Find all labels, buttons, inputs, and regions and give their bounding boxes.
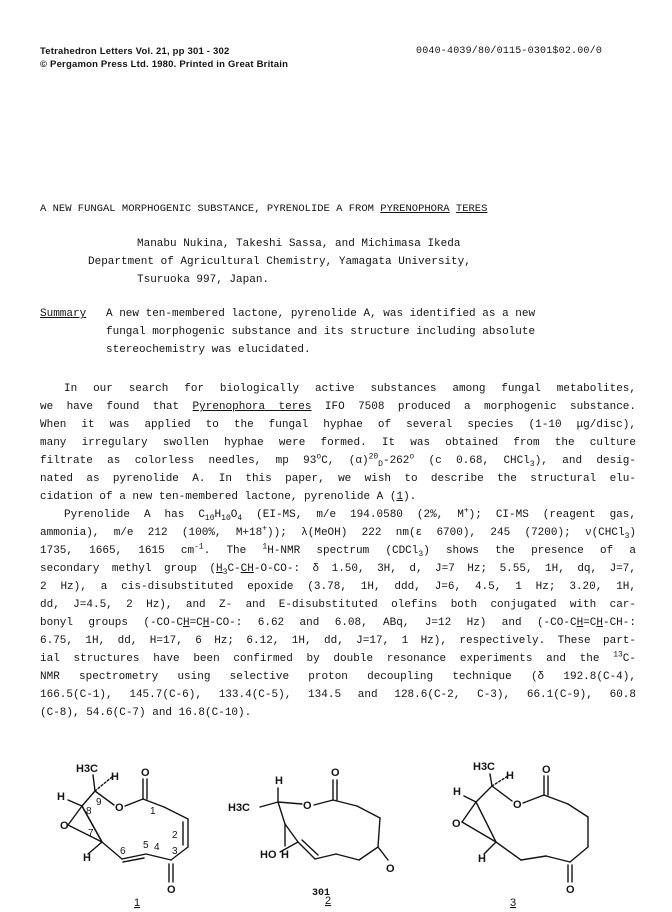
compound-label: 3 — [510, 897, 517, 909]
carbonyl-oxygen-label: O — [386, 863, 395, 875]
epoxide-oxygen-label: O — [60, 820, 69, 832]
atom-number: 3 — [172, 846, 178, 857]
body-line: In our search for biologically active substances among fungal metabolites, — [64, 383, 636, 395]
summary-line: stereochemistry was elucidated. — [106, 344, 311, 356]
methyl-label: H3C — [228, 802, 251, 814]
hydrogen-label: H — [506, 770, 514, 782]
body-line: dd, J=4.5, 2 Hz), and Z- and E-disubstituted olefins both conjugated with car- — [40, 599, 636, 611]
compound-2-bonds — [260, 780, 388, 860]
body-line: cidation of a new ten-membered lactone, pyrenolide A (1). — [40, 491, 417, 503]
body-line: many irregulary swollen hyphae were formed. It was obtained from the culture — [40, 437, 636, 449]
body-line: Pyrenolide A has $C_{10}H_{10}O_4$ (EI-MS, m/e 194.0580 (2%, M+); CI-MS (reagent gas, — [64, 506, 636, 524]
atom-number: 5 — [143, 840, 149, 851]
summary-line: A new ten-membered lactone, pyrenolide A, was identified as a new — [106, 308, 536, 320]
body-line: ammonia), m/e 212 (100%, M+18+)); λ(MeOH) 222 nm(ε 6700), 245 (7200); ν(CHCl$_3$) — [40, 524, 637, 542]
hydrogen-label: H — [275, 775, 283, 787]
author-department: Department of Agricultural Chemistry, Yamagata University, — [88, 256, 471, 268]
methyl-label: H3C — [76, 763, 99, 775]
organism-name: Pyrenophora teres — [192, 401, 312, 413]
carbonyl-oxygen-label: O — [331, 767, 340, 779]
body-line: filtrate as colorless needles, mp 93$^o$C, $(\alpha)^{20}_D-262^o$ (c 0.68, CHCl$_3$), and desig- — [40, 452, 636, 470]
atom-number: 9 — [96, 797, 102, 808]
journal-line: Tetrahedron Letters Vol. 21, pp 301 - 302 — [40, 46, 230, 57]
hydrogen-label: H — [111, 771, 119, 783]
article-code: 0040-4039/80/0115-0301$02.00/0 — [416, 46, 603, 57]
atom-number: 8 — [86, 806, 92, 817]
hydrogen-label: H — [57, 791, 65, 803]
title-text: A NEW FUNGAL MORPHOGENIC SUBSTANCE, PYRENOLIDE A FROM — [40, 203, 381, 215]
compound-ref: 1 — [396, 491, 404, 503]
atom-number: 1 — [150, 806, 156, 817]
author-city: Tsuruoka 997, Japan. — [137, 274, 270, 286]
ring-oxygen-label: O — [513, 799, 522, 811]
body-line: ial structures have been confirmed by double resonance experiments and the $^{13}$C- — [40, 650, 636, 665]
hydrogen-label: H — [453, 786, 461, 798]
carbonyl-oxygen-label: O — [542, 764, 551, 776]
title-species: TERES — [455, 203, 488, 215]
compound-label: 1 — [134, 897, 141, 909]
carbonyl-oxygen-label: O — [566, 884, 575, 896]
body-line: bonyl groups (-CO-CH=CH-CO-: 6.62 and 6.08, ABq, J=12 Hz) and (-CO-CH=CH-CH-: — [40, 617, 636, 629]
body-line: (C-8), 54.6(C-7) and 16.8(C-10). — [40, 707, 252, 719]
body-line: 6.75, 1H, dd, H=17, 6 Hz; 6.12, 1H, dd, J=17, 1 Hz), respectively. These part- — [40, 635, 636, 647]
body-line: 1735, 1665, 1615 $cm^{-1}$. The $^1$H-NMR spectrum (CDCl$_3$) shows the presence of a — [40, 542, 636, 560]
compound-label: 2 — [325, 895, 332, 907]
atom-number: 6 — [120, 846, 126, 857]
body-line: 2 Hz), a cis-disubstituted epoxide (3.78, 1H, ddd, J=6, 4.5, 1 Hz; 3.20, 1H, — [40, 581, 636, 593]
methyl-label: H3C — [473, 762, 496, 773]
copyright-line: © Pergamon Press Ltd. 1980. Printed in Great Britain — [40, 59, 289, 70]
body-line: 166.5(C-1), 145.7(C-6), 133.4(C-5), 134.5 and 128.6(C-2, C-3), 66.1(C-9), 60.8 — [40, 689, 636, 701]
hydrogen-label: H — [281, 849, 289, 861]
hydrogen-label: H — [478, 853, 486, 865]
atom-number: 7 — [88, 828, 94, 839]
carbonyl-oxygen-label: O — [141, 767, 150, 779]
compound-3-bonds — [462, 774, 588, 882]
atom-number: 2 — [172, 830, 178, 841]
summary-label: Summary — [40, 308, 87, 320]
body-line: NMR spectrometry using selective proton decoupling technique (δ 192.8(C-4), — [40, 671, 636, 683]
author-names: Manabu Nukina, Takeshi Sassa, and Michimasa Ikeda — [137, 238, 461, 250]
title-genus: PYRENOPHORA — [380, 203, 450, 215]
structures-figure — [40, 762, 640, 912]
body-line: nated as pyrenolide A. In this paper, we wish to describe the structural elu- — [40, 473, 636, 485]
hydrogen-label: H — [83, 852, 91, 864]
carbonyl-oxygen-label: O — [167, 884, 176, 896]
body-line: secondary methyl group ($H_3C-CH-O-CO-$: δ 1.50, 3H, d, J=7 Hz; 5.55, 1H, dq, J=7, — [40, 563, 636, 578]
ring-oxygen-label: O — [303, 800, 312, 812]
epoxide-oxygen-label: O — [452, 818, 461, 830]
atom-number: 4 — [154, 842, 160, 853]
page-number: 301 — [312, 888, 331, 899]
body-line: we have found that Pyrenophora teres IFO 7508 produced a morphogenic substance. — [40, 401, 636, 413]
hydroxy-label: HO — [260, 849, 277, 861]
body-line: When it was applied to the fungal hyphae of several species (1-10 μg/disc), — [40, 419, 636, 431]
ring-oxygen-label: O — [115, 802, 124, 814]
article-title — [40, 203, 487, 215]
compound-1-bonds — [68, 775, 188, 882]
summary-line: fungal morphogenic substance and its structure including absolute — [106, 326, 536, 338]
